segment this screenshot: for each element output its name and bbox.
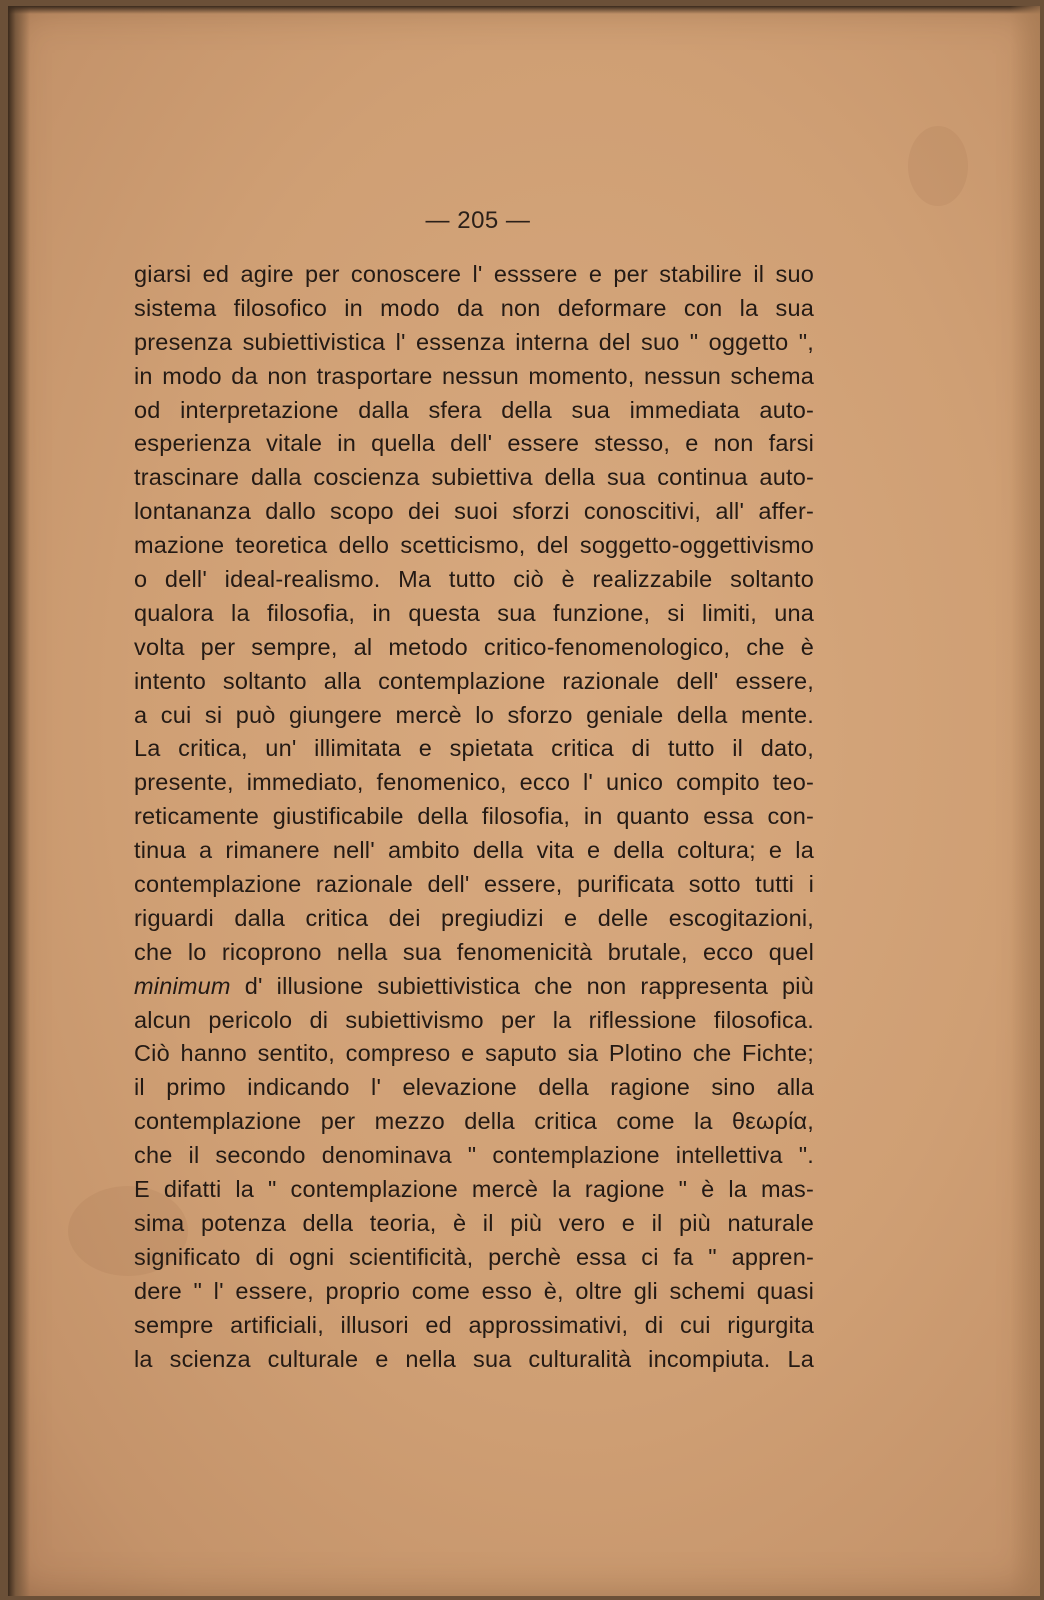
text-line: sistema filosofico in modo da non deformare con la sua (134, 294, 814, 321)
text-line: il primo indicando l' elevazione della ragione sino alla (134, 1074, 814, 1101)
text-line-rest: d' illusione subiettivistica che non rappresenta più (244, 972, 814, 999)
text-line-with-italic (134, 970, 814, 1004)
text-line: contemplazione per mezzo della critica come la θεωρία, (134, 1108, 814, 1135)
page-number: — 205 — (425, 207, 531, 234)
text-line: trascinare dalla coscienza subiettiva della sua continua auto- (134, 464, 814, 491)
italic-word: minimum (134, 972, 231, 999)
text-line: a cui si può giungere mercè lo sforzo geniale della mente. (134, 701, 814, 728)
text-line: o dell' ideal-realismo. Ma tutto ciò è realizzabile soltanto (134, 566, 814, 593)
text-line: mazione teoretica dello scetticismo, del soggetto-oggettivismo (134, 532, 814, 559)
text-line: lontananza dallo scopo dei suoi sforzi conoscitivi, all' affer- (134, 498, 814, 525)
text-line: intento soltanto alla contemplazione razionale dell' essere, (134, 667, 814, 694)
text-line: sima potenza della teoria, è il più vero e il più naturale (134, 1209, 814, 1236)
text-line: volta per sempre, al metodo critico-fenomenologico, che è (134, 633, 814, 660)
text-line: presente, immediato, fenomenico, ecco l' unico compito teo- (134, 769, 814, 796)
text-line: reticamente giustificabile della filosofia, in quanto essa con- (134, 803, 814, 830)
book-page (8, 6, 1040, 1596)
text-line: alcun pericolo di subiettivismo per la riflessione filosofica. (134, 1006, 814, 1033)
text-line: giarsi ed agire per conoscere l' esssere e per stabilire il suo (134, 261, 814, 287)
text-line: Ciò hanno sentito, compreso e saputo sia Plotino che Fichte; (134, 1040, 814, 1067)
text-line: La critica, un' illimitata e spietata critica di tutto il dato, (134, 735, 814, 762)
text-line: sempre artificiali, illusori ed approssimativi, di cui rigurgita (134, 1311, 814, 1338)
page-top-edge (8, 6, 1040, 14)
text-line: in modo da non trasportare nessun momento, nessun schema (134, 362, 814, 389)
body-text (134, 258, 814, 1376)
text-line: riguardi dalla critica dei pregiudizi e delle escogitazioni, (134, 904, 814, 931)
text-line: significato di ogni scientificità, perchè essa ci fa " appren- (134, 1243, 814, 1270)
text-line: che lo ricoprono nella sua fenomenicità brutale, ecco quel (134, 938, 814, 965)
text-line: esperienza vitale in quella dell' essere stesso, e non farsi (134, 430, 814, 457)
text-line: od interpretazione dalla sfera della sua immediata auto- (134, 396, 814, 423)
text-line: presenza subiettivistica l' essenza interna del suo " oggetto ", (134, 328, 814, 355)
text-line: tinua a rimanere nell' ambito della vita e della coltura; e la (134, 837, 814, 864)
text-line: che il secondo denominava " contemplazione intellettiva ". (134, 1142, 814, 1169)
text-line: la scienza culturale e nella sua culturalità incompiuta. La (134, 1345, 814, 1372)
text-line: contemplazione razionale dell' essere, purificata sotto tutti i (134, 871, 814, 898)
paper-stain (908, 126, 968, 206)
text-line: dere " l' essere, proprio come esso è, oltre gli schemi quasi (134, 1277, 814, 1304)
text-line: qualora la filosofia, in questa sua funzione, si limiti, una (134, 599, 814, 626)
text-line: E difatti la " contemplazione mercè la ragione " è la mas- (134, 1176, 814, 1203)
